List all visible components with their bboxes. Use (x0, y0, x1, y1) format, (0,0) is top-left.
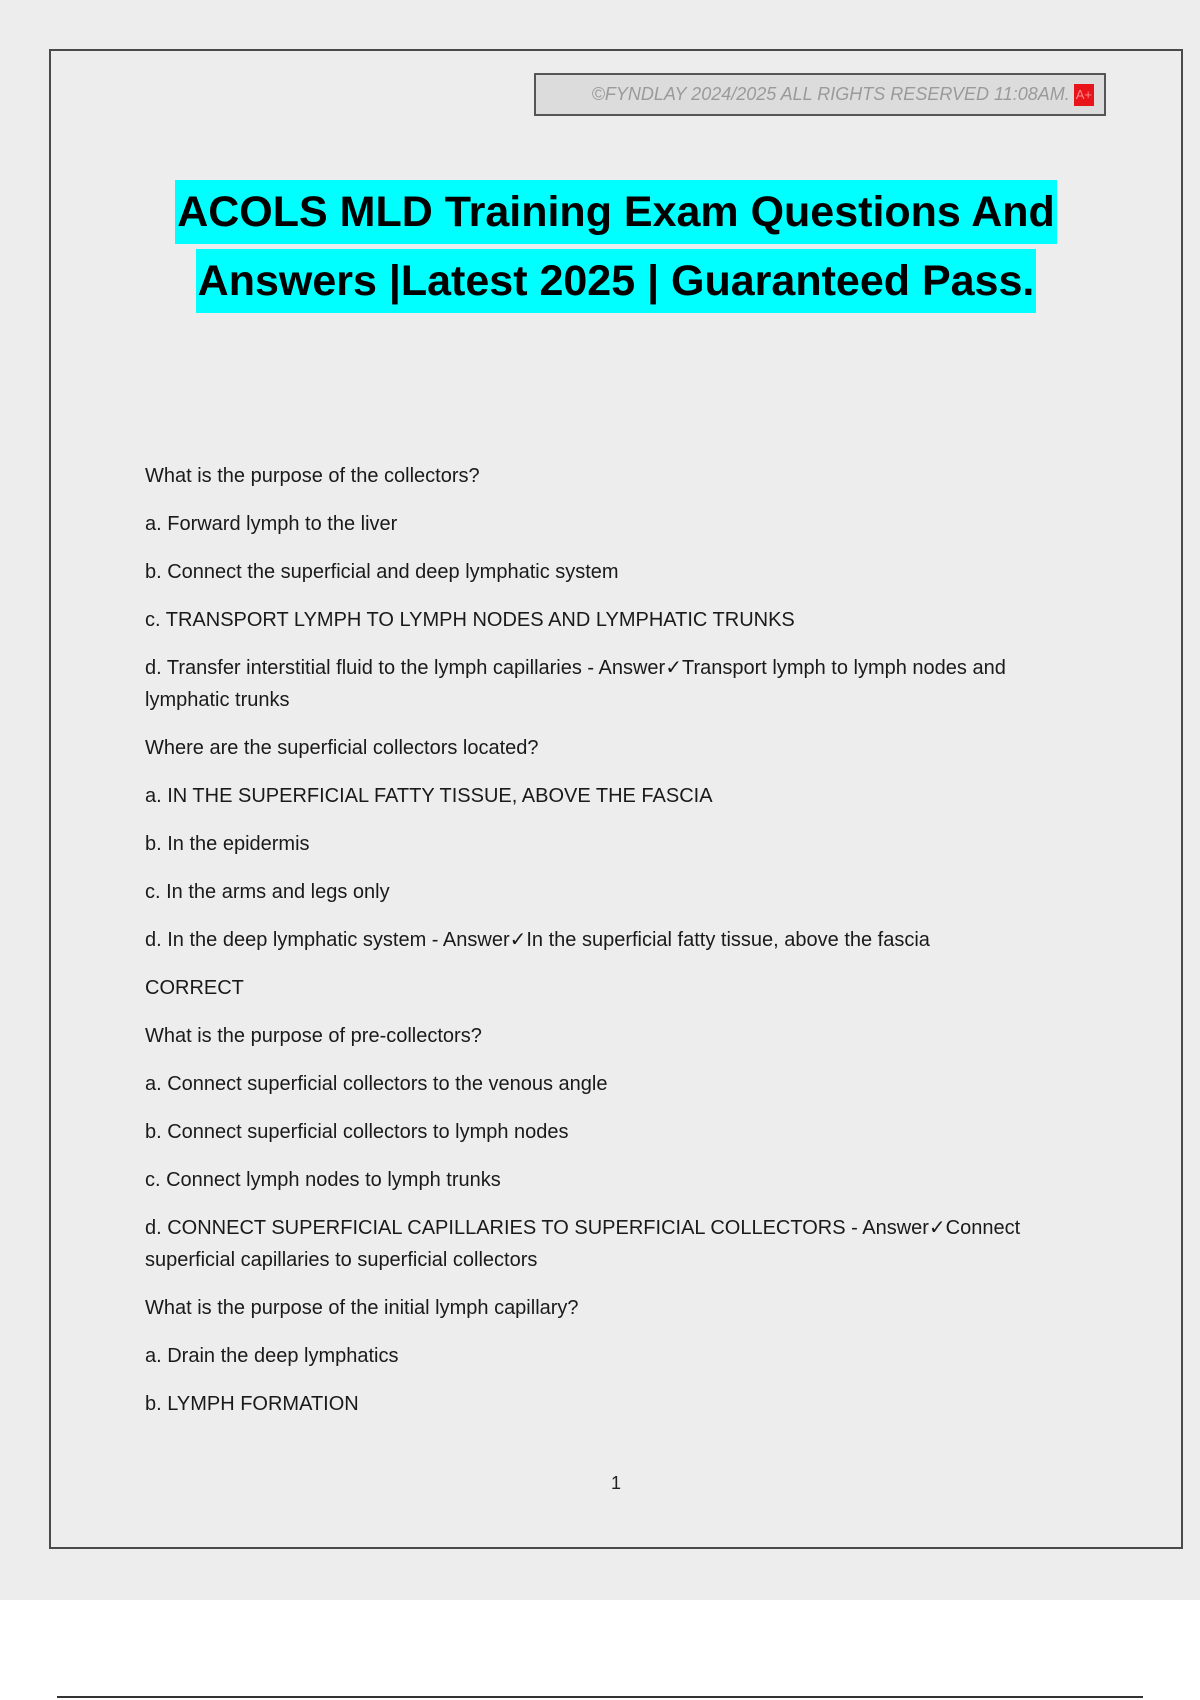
answer-option: c. TRANSPORT LYMPH TO LYMPH NODES AND LYMPHATIC TRUNKS (145, 609, 795, 631)
question-text: What is the purpose of the initial lymph capillary? (145, 1297, 579, 1319)
title-line-2: Answers |Latest 2025 | Guaranteed Pass. (196, 249, 1037, 313)
answer-option: b. In the epidermis (145, 833, 310, 855)
answer-option: a. Drain the deep lymphatics (145, 1345, 399, 1367)
answer-option: a. Forward lymph to the liver (145, 513, 398, 535)
grade-badge: A+ (1074, 84, 1094, 106)
answer-option: b. Connect superficial collectors to lymph nodes (145, 1121, 569, 1143)
answer-option: a. Connect superficial collectors to the venous angle (145, 1073, 608, 1095)
answer-status: CORRECT (145, 977, 244, 999)
answer-option: b. LYMPH FORMATION (145, 1393, 359, 1415)
question-text: What is the purpose of pre-collectors? (145, 1025, 482, 1047)
answer-option-with-answer: d. CONNECT SUPERFICIAL CAPILLARIES TO SUPERFICIAL COLLECTORS - Answer✓Connect superficial capillaries to superficial collectors (145, 1217, 1021, 1271)
question-text: What is the purpose of the collectors? (145, 465, 480, 487)
document-title (0, 180, 1200, 313)
answer-option-with-answer: d. In the deep lymphatic system - Answer✓In the superficial fatty tissue, above the fascia (145, 929, 930, 951)
page-number: 1 (610, 1473, 621, 1493)
title-line-1: ACOLS MLD Training Exam Questions And (175, 180, 1057, 244)
answer-option: c. In the arms and legs only (145, 881, 390, 903)
next-page-divider (57, 1696, 1143, 1698)
question-text: Where are the superficial collectors located? (145, 737, 539, 759)
copyright-header (534, 73, 1106, 116)
copyright-text: ©FYNDLAY 2024/2025 ALL RIGHTS RESERVED 11:08AM. (591, 84, 1070, 104)
answer-option-with-answer: d. Transfer interstitial fluid to the lymph capillaries - Answer✓Transport lymph to lymph nodes and lymphatic trunks (145, 657, 1006, 711)
answer-option: a. IN THE SUPERFICIAL FATTY TISSUE, ABOVE THE FASCIA (145, 785, 713, 807)
answer-option: b. Connect the superficial and deep lymphatic system (145, 561, 619, 583)
qa-content (145, 460, 1085, 1436)
answer-option: c. Connect lymph nodes to lymph trunks (145, 1169, 501, 1191)
